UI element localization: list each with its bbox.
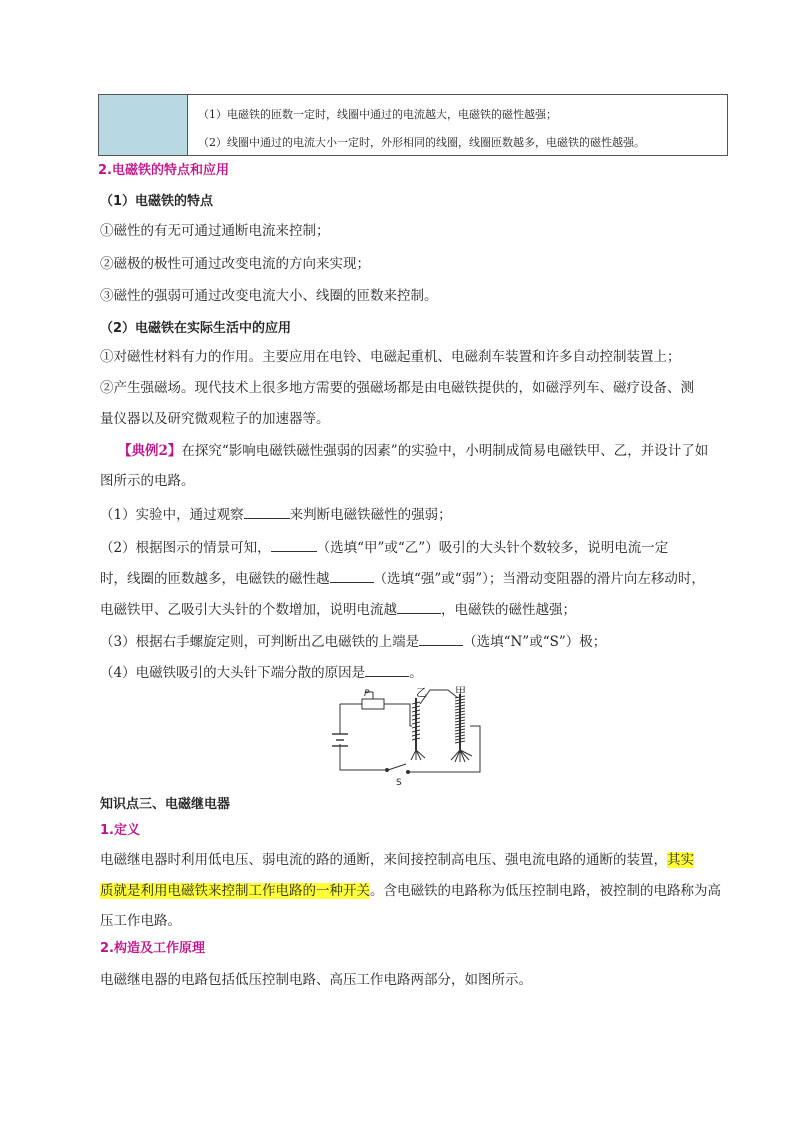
question-3: （3）根据右手螺旋定则，可判断出乙电磁铁的上端是 （选填“N”或“S”）极； xyxy=(100,631,606,652)
circuit-diagram xyxy=(330,684,486,790)
table-content-cell xyxy=(188,95,727,155)
question-2-line1: （2）根据图示的情景可知， （选填“甲”或“乙”）吸引的大头针个数较多，说明电流一定 xyxy=(100,537,668,558)
answer-blank[interactable] xyxy=(365,662,409,677)
answer-blank[interactable] xyxy=(397,599,441,614)
definition-title: 1.定义 xyxy=(100,823,140,838)
table-row-2: （2）线圈中通过的电流大小一定时，外形相同的线圈，线圈匝数越多，电磁铁的磁性越强。 xyxy=(198,136,645,149)
question-4: （4）电磁铁吸引的大头针下端分散的原因是 。 xyxy=(100,662,423,683)
question-2-line2: 时，线圈的匝数越多，电磁铁的磁性越 （选填“强”或“弱”）；当滑动变阻器的滑片向左移动时， xyxy=(100,568,705,589)
example-intro-line2: 图所示的电路。 xyxy=(100,473,195,489)
feature-item-2: ②磁极的极性可通过改变电流的方向来实现； xyxy=(100,256,370,272)
application-item-2-line2: 量仪器以及研究微观粒子的加速器等。 xyxy=(100,411,330,427)
structure-title: 2.构造及工作原理 xyxy=(100,941,205,956)
question-2-line3: 电磁铁甲、乙吸引大头针的个数增加，说明电流越 ，电磁铁的磁性越强； xyxy=(100,599,576,620)
example-tag: 【典例2】 xyxy=(118,443,182,459)
summary-table xyxy=(98,94,728,156)
answer-blank[interactable] xyxy=(244,504,290,519)
label-jia: 甲 xyxy=(455,685,466,698)
section-3-title: 知识点三、电磁继电器 xyxy=(100,797,231,812)
applications-subtitle: （2）电磁铁在实际生活中的应用 xyxy=(100,321,292,336)
question-1: （1）实验中，通过观察 来判断电磁铁磁性的强弱； xyxy=(100,504,452,525)
section-2-title: 2.电磁铁的特点和应用 xyxy=(98,163,229,178)
feature-item-3: ③磁性的强弱可通过改变电流大小、线圈的匝数来控制。 xyxy=(100,288,438,304)
features-subtitle: （1）电磁铁的特点 xyxy=(100,194,214,209)
answer-blank[interactable] xyxy=(271,537,317,552)
example-intro-line1: 【典例2】在探究“影响电磁铁磁性强弱的因素”的实验中，小明制成简易电磁铁甲、乙，并设计了如 xyxy=(118,443,709,459)
definition-line2: 质就是利用电磁铁来控制工作电路的一种开关。含电磁铁的电路称为低压控制电路，被控制的电路称为高 xyxy=(100,883,721,899)
definition-line3: 压工作电路。 xyxy=(100,913,181,929)
label-s: S xyxy=(396,778,402,788)
application-item-1: ①对磁性材料有力的作用。主要应用在电铃、电磁起重机、电磁刹车装置和许多自动控制装置上； xyxy=(100,349,681,365)
answer-blank[interactable] xyxy=(330,568,374,583)
label-p: P xyxy=(364,689,370,699)
structure-text: 电磁继电器的电路包括低压控制电路、高压工作电路两部分，如图所示。 xyxy=(100,972,532,988)
answer-blank[interactable] xyxy=(419,631,463,646)
feature-item-1: ①磁性的有无可通过通断电流来控制； xyxy=(100,223,330,239)
application-item-2-line1: ②产生强磁场。现代技术上很多地方需要的强磁场都是由电磁铁提供的，如磁浮列车、磁疗设备、测 xyxy=(100,380,694,396)
definition-line1: 电磁继电器时利用低电压、弱电流的路的通断，来间接控制高电压、强电流电路的通断的装置，其实 xyxy=(100,852,694,868)
label-yi: 乙 xyxy=(416,686,427,699)
table-shaded-cell xyxy=(99,95,188,155)
table-row-1: （1）电磁铁的匝数一定时，线圈中通过的电流越大，电磁铁的磁性越强； xyxy=(198,108,557,121)
